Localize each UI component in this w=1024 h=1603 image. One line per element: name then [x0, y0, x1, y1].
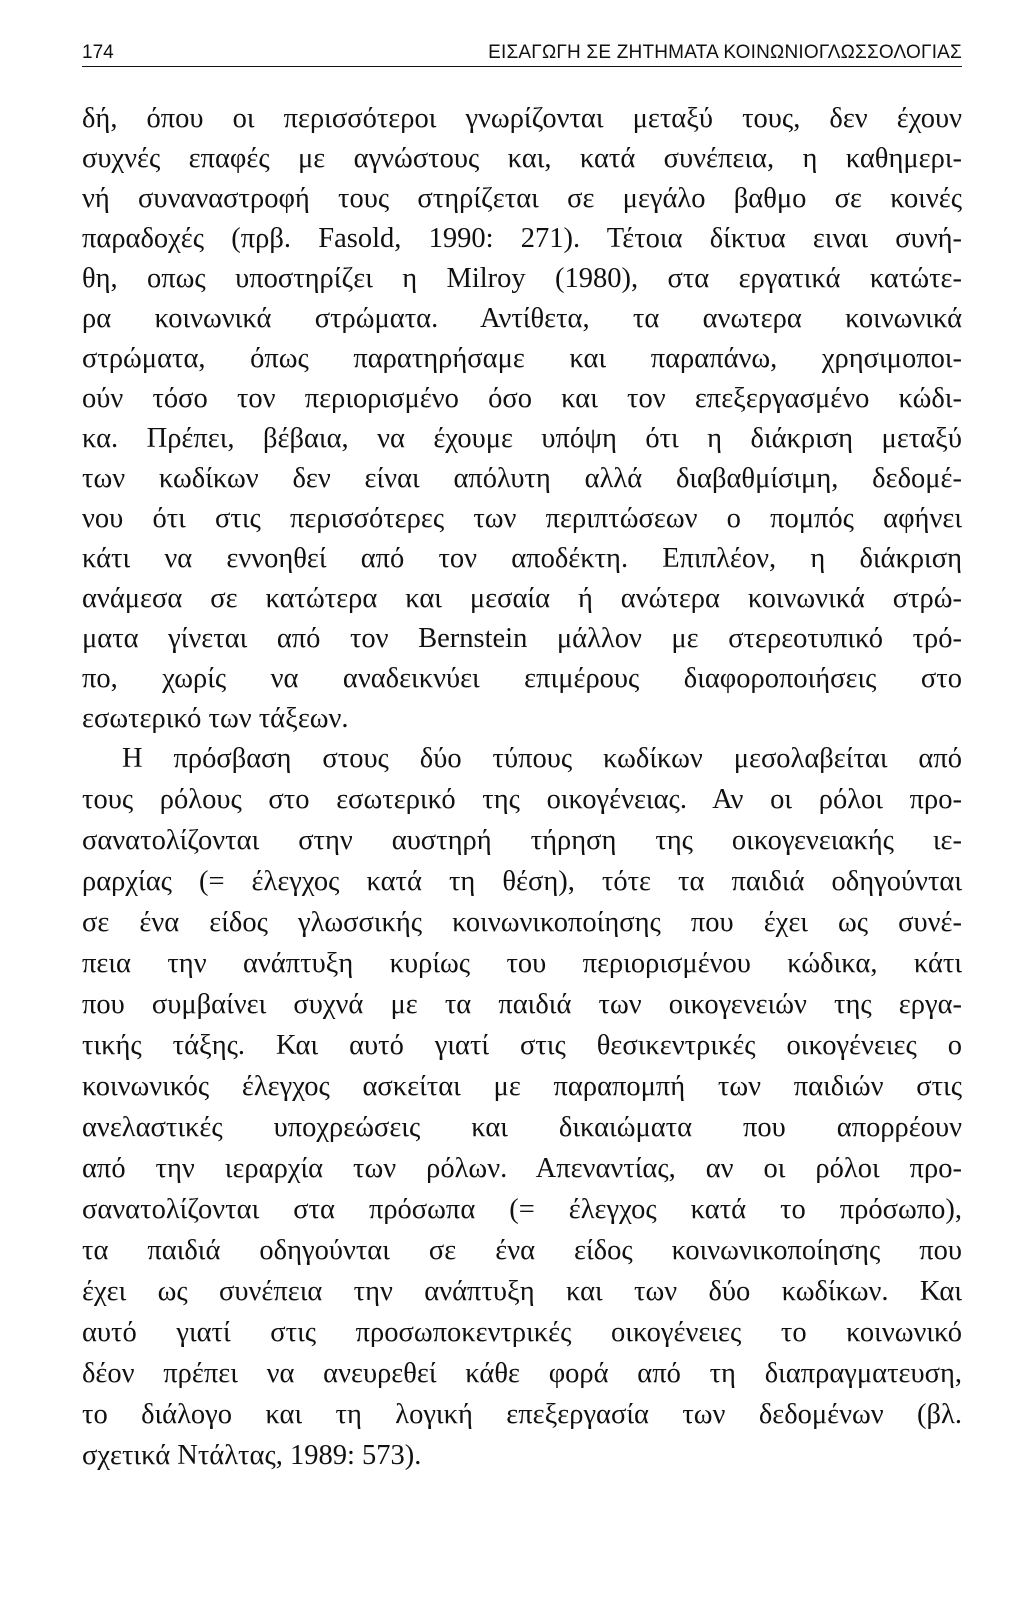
- text-line: τους ρόλους στο εσωτερικό της οικογένειας. Αν οι ρόλοι προ-: [82, 784, 962, 815]
- text-line: δή, όπου οι περισσότεροι γνωρίζονται μεταξύ τους, δεν έχουν: [82, 103, 962, 134]
- text-line: δέον πρέπει να ανευρεθεί κάθε φορά από τη διαπραγματευση,: [82, 1358, 962, 1389]
- text-line: σχετικά Ντάλτας, 1989: 573).: [82, 1440, 422, 1471]
- text-line: ανελαστικές υποχρεώσεις και δικαιώματα που απορρέουν: [82, 1112, 962, 1143]
- text-line: που συμβαίνει συχνά με τα παιδιά των οικογενειών της εργα-: [82, 989, 962, 1020]
- text-line: τα παιδιά οδηγούνται σε ένα είδος κοινωνικοποίησης που: [82, 1235, 962, 1266]
- text-line: θη, οπως υποστηρίζει η Milroy (1980), στα εργατικά κατώτε-: [82, 263, 962, 294]
- text-line: αυτό γιατί στις προσωποκεντρικές οικογένειες το κοινωνικό: [82, 1317, 962, 1348]
- text-line: από την ιεραρχία των ρόλων. Απεναντίας, αν οι ρόλοι προ-: [82, 1153, 962, 1184]
- text-line: ραρχίας (= έλεγχος κατά τη θέση), τότε τα παιδιά οδηγούνται: [82, 866, 962, 897]
- text-line: κοινωνικός έλεγχος ασκείται με παραπομπή των παιδιών στις: [82, 1071, 962, 1102]
- text-line: πο, χωρίς να αναδεικνύει επιμέρους διαφοροποιήσεις στο: [82, 663, 962, 694]
- text-line: τικής τάξης. Και αυτό γιατί στις θεσικεντρικές οικογένειες ο: [82, 1030, 962, 1061]
- text-line: κάτι να εννοηθεί από τον αποδέκτη. Επιπλέον, η διάκριση: [82, 543, 962, 574]
- text-line: σε ένα είδος γλωσσικής κοινωνικοποίησης που έχει ως συνέ-: [82, 907, 962, 938]
- text-line: ούν τόσο τον περιορισμένο όσο και τον επεξεργασμένο κώδι-: [82, 383, 962, 414]
- text-line: Η πρόσβαση στους δύο τύπους κωδίκων μεσολαβείται από: [122, 743, 962, 774]
- text-line: σανατολίζονται στην αυστηρή τήρηση της οικογενειακής ιε-: [82, 825, 962, 856]
- text-line: έχει ως συνέπεια την ανάπτυξη και των δύο κωδίκων. Και: [82, 1276, 962, 1307]
- running-header: [82, 40, 962, 67]
- text-line: το διάλογο και τη λογική επεξεργασία των δεδομένων (βλ.: [82, 1399, 962, 1430]
- text-line: των κωδίκων δεν είναι απόλυτη αλλά διαβαθμίσιμη, δεδομέ-: [82, 463, 962, 494]
- text-line: ματα γίνεται από τον Bernstein μάλλον με στερεοτυπικό τρό-: [82, 623, 962, 654]
- text-line: σανατολίζονται στα πρόσωπα (= έλεγχος κατά το πρόσωπο),: [82, 1194, 962, 1225]
- text-line: συχνές επαφές με αγνώστους και, κατά συνέπεια, η καθημερι-: [82, 143, 962, 174]
- text-line: νή συναναστροφή τους στηρίζεται σε μεγάλο βαθμο σε κοινές: [82, 183, 962, 214]
- text-line: ανάμεσα σε κατώτερα και μεσαία ή ανώτερα κοινωνικά στρώ-: [82, 583, 962, 614]
- text-line: κα. Πρέπει, βέβαια, να έχουμε υπόψη ότι η διάκριση μεταξύ: [82, 423, 962, 454]
- page-number: 174: [82, 42, 114, 63]
- text-line: στρώματα, όπως παρατηρήσαμε και παραπάνω, χρησιμοποι-: [82, 343, 962, 374]
- running-title: ΕΙΣΑΓΩΓΗ ΣΕ ΖΗΤΗΜΑΤΑ ΚΟΙΝΩΝΙΟΓΛΩΣΣΟΛΟΓΙΑΣ: [488, 42, 962, 63]
- text-line: παραδοχές (πρβ. Fasold, 1990: 271). Τέτοια δίκτυα ειναι συνή-: [82, 223, 962, 254]
- text-line: ρα κοινωνικά στρώματα. Αντίθετα, τα ανωτερα κοινωνικά: [82, 303, 962, 334]
- text-line: νου ότι στις περισσότερες των περιπτώσεων ο πομπός αφήνει: [82, 503, 962, 534]
- text-line: εσωτερικό των τάξεων.: [82, 703, 349, 734]
- text-line: πεια την ανάπτυξη κυρίως του περιορισμένου κώδικα, κάτι: [82, 948, 962, 979]
